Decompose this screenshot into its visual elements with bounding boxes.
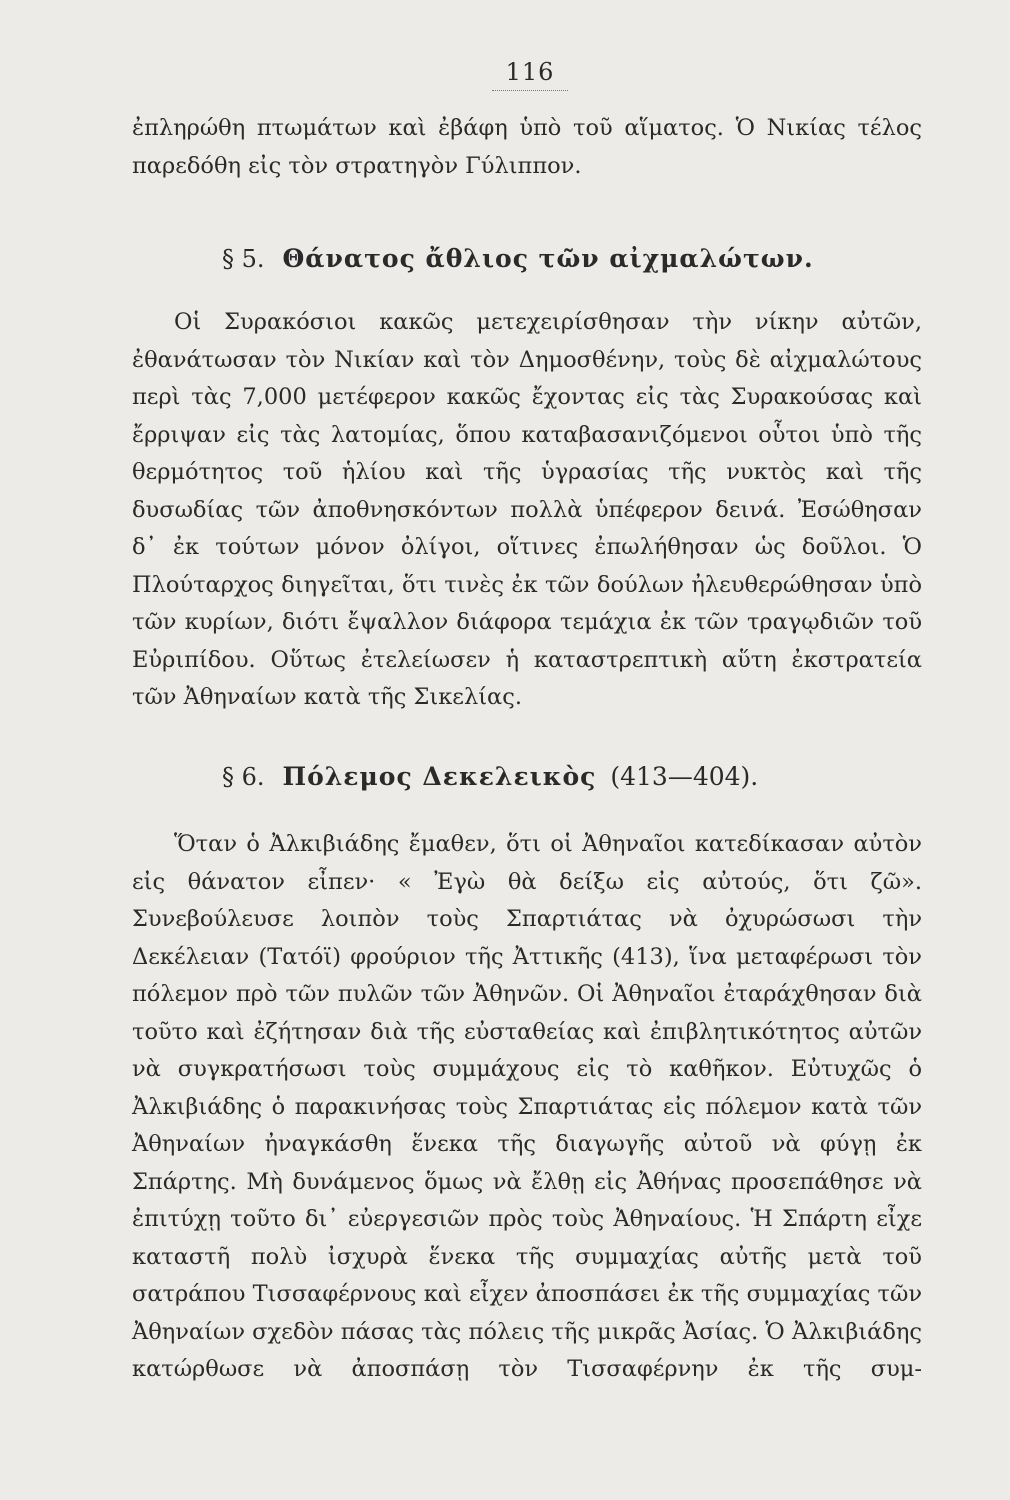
section-5-body: Οἱ Συρακόσιοι κακῶς μετεχειρίσθησαν τὴν νίκην αὐτῶν, ἐθανάτωσαν τὸν Νικίαν καὶ τὸν Δημοσθένην, τοὺς δὲ αἰχμαλώτους περὶ τὰς 7,000 μετέφερον κακῶς ἔχοντας εἰς τὰς Συρακούσας καὶ ἔρριψαν εἰς τὰς λατομίας, ὅπου καταβασανιζόμενοι οὗτοι ὑπὸ τῆς θερμότητος τοῦ ἡλίου καὶ τῆς ὑγρασίας τῆς νυκτὸς καὶ τῆς δυσωδίας τῶν ἀποθνησκόντων πολλὰ ὑπέφερον δεινά. Ἐσώθησαν δ᾽ ἐκ τούτων μόνον ὀλίγοι, οἵτινες ἐπωλήθησαν ὡς δοῦλοι. Ὁ Πλούταρχος διηγεῖται, ὅτι τινὲς ἐκ τῶν δούλων ἠλευθερώθησαν ὑπὸ τῶν κυρίων, διότι ἔψαλλον διάφορα τεμάχια ἐκ τῶν τραγῳδιῶν τοῦ Εὐριπίδου. Οὕτως ἐτελείωσεν ἡ καταστρεπτικὴ αὕτη ἐκστρατεία τῶν Ἀθηναίων κατὰ τῆς Σικελίας.: [132, 309, 922, 710]
section-6-body: Ὅταν ὁ Ἀλκιβιάδης ἔμαθεν, ὅτι οἱ Ἀθηναῖοι κατεδίκασαν αὐτὸν εἰς θάνατον εἶπεν· « Ἐγὼ θὰ δείξω εἰς αὐτούς, ὅτι ζῶ». Συνεβούλευσε λοιπὸν τοὺς Σπαρτιάτας νὰ ὀχυρώσωσι τὴν Δεκέλειαν (Τατόϊ) φρούριον τῆς Ἀττικῆς (413), ἵνα μεταφέρωσι τὸν πόλεμον πρὸ τῶν πυλῶν τῶν Ἀθηνῶν. Οἱ Ἀθηναῖοι ἐταράχθησαν διὰ τοῦτο καὶ ἐζήτησαν διὰ τῆς εὐσταθείας καὶ ἐπιβλητικότητος αὐτῶν νὰ συγκρατήσωσι τοὺς συμμάχους εἰς τὸ καθῆκον. Εὐτυχῶς ὁ Ἀλκιβιάδης ὁ παρακινήσας τοὺς Σπαρτιάτας εἰς πόλεμον κατὰ τῶν Ἀθηναίων ἠναγκάσθη ἕνεκα τῆς διαγωγῆς αὐτοῦ νὰ φύγῃ ἐκ Σπάρτης. Μὴ δυνάμενος ὅμως νὰ ἔλθῃ εἰς Ἀθήνας προσεπάθησε νὰ ἐπιτύχῃ τοῦτο δι᾽ εὐεργεσιῶν πρὸς τοὺς Ἀθηναίους. Ἡ Σπάρτη εἶχε καταστῆ πολὺ ἰσχυρὰ ἕνεκα τῆς συμμαχίας αὐτῆς μετὰ τοῦ σατράπου Τισσαφέρνους καὶ εἶχεν ἀποσπάσει ἐκ τῆς συμμαχίας τῶν Ἀθηναίων σχεδὸν πάσας τὰς πόλεις τῆς μικρᾶς Ἀσίας. Ὁ Ἀλκιβιάδης κατώρθωσε νὰ ἀποσπάσῃ τὸν Τισσαφέρνην ἐκ τῆς συμ-: [132, 831, 922, 1382]
section-6-paragraph: [132, 826, 922, 1389]
continuation-text: ἐπληρώθη πτωμάτων καὶ ἐβάφη ὑπὸ τοῦ αἵματος. Ὁ Νικίας τέλος παρεδόθη εἰς τὸν στρατηγὸν Γύλιππον.: [132, 115, 922, 179]
section-5-paragraph: [132, 304, 922, 717]
section-6-title: Πόλεμος Δεκελεικὸς: [282, 762, 597, 791]
continuation-paragraph: [132, 110, 922, 185]
section-6-years: (413—404).: [610, 762, 759, 791]
section-6-heading: [222, 762, 758, 791]
section-5-title: Θάνατος ἄθλιος τῶν αἰχμαλώτων.: [282, 244, 814, 273]
page-number: 116: [505, 58, 555, 86]
section-5-mark: § 5.: [222, 245, 265, 273]
section-6-mark: § 6.: [222, 763, 265, 791]
section-5-heading: [222, 244, 814, 273]
page-number-rule: [492, 90, 568, 91]
